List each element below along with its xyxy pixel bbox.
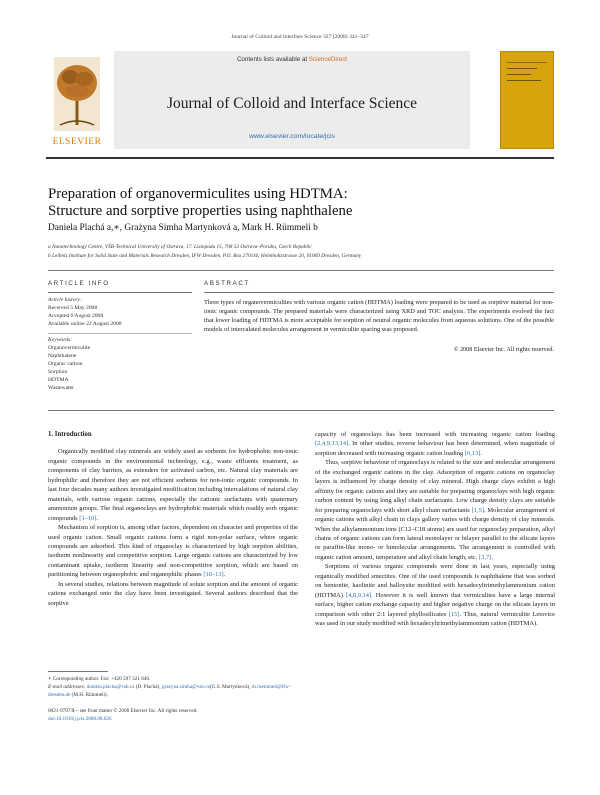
issn-line: 0021-9797/$ – see front matter © 2008 Elsevier Inc. All rights reserved. <box>48 708 198 714</box>
journal-url-link[interactable]: www.elsevier.com/locate/jcis <box>249 133 335 140</box>
cover-frame <box>507 62 547 112</box>
abstract-rule <box>204 292 554 293</box>
keywords-block <box>48 336 192 392</box>
section-heading-introduction: 1. Introduction <box>48 431 92 438</box>
doi-link[interactable]: doi:10.1016/j.jcis.2008.08.026 <box>48 716 112 722</box>
cover-line <box>507 80 541 81</box>
left-column <box>48 430 298 608</box>
abstract-heading: ABSTRACT <box>204 280 250 287</box>
affiliations <box>48 243 548 260</box>
citation-link[interactable]: [10–13] <box>203 571 224 579</box>
elsevier-tree-icon <box>46 53 108 135</box>
article-info-heading: ARTICLE INFO <box>48 280 110 287</box>
header-divider <box>46 157 554 159</box>
paragraph: In several studies, relations between magnitude of solute sorption and the amount of organic cations exchanged onto the clay have been investigated. Several authors described that the sorptive <box>48 580 298 607</box>
abstract-bottom-rule <box>48 410 554 411</box>
footnote-rule <box>48 671 108 672</box>
keyword-item: HDTMA <box>48 377 69 383</box>
contents-available-line <box>114 56 470 63</box>
affiliation-b: b Leibniz Institute for Solid State and Materials Research Dresden, IFW Dresden, P.O. Box 270116, Helmholtzstrasse 20, 01069 Dresden, Germany <box>48 252 362 259</box>
corresponding-author-note: ∗ Corresponding author. Fax: +420 597 321 640. <box>48 676 151 682</box>
citation-link[interactable]: [6,13] <box>464 449 481 457</box>
article-title <box>48 186 448 220</box>
footnotes <box>48 675 298 699</box>
author-list: Daniela Plachá a,∗, Grażyna Simha Martynková a, Mark H. Rümmeli b <box>48 223 318 233</box>
keyword-item: Organic carbon <box>48 361 83 367</box>
sciencedirect-link[interactable]: ScienceDirect <box>308 56 348 63</box>
keywords-label: Keywords: <box>48 337 73 343</box>
copyright-notice: © 2008 Elsevier Inc. All rights reserved. <box>453 346 554 353</box>
article-info-rule <box>48 292 192 293</box>
title-line-2: Structure and sorptive properties using naphthalene <box>48 203 353 219</box>
abstract-text: Three types of organovermiculites with various organic cation (HDTMA) loading were prepared to be used as sorptive material for non-ionic organic compounds. The prepared materials were characterized using XRD and TOC analysis. The experiments evolved the fact that lower loading of HDTMA is more acceptable for sorption of neutral organic molecules from aqueous solutions. One of the possible models of intercalated molecules arrangement in vermiculite spacing was proposed. <box>204 299 554 333</box>
paragraph: Mechanism of sorption is, among other factors, dependent on character and properties of the used organic cation. Small organic cations form a rigid non-polar surface, where organic compounds are adsorbed. This kind of organoclay is characterized by high sorption abilities, isotherm nonlinearity and competitive sorption. Large organic cations are characterized by low contaminant uptake, isotherm linearity and non-competitive sorption, which are based on partitioning between organophobic and organophilic phases [10–13]. <box>48 524 298 579</box>
online-date: Available online 22 August 2008 <box>48 321 122 327</box>
journal-cover-thumbnail <box>500 51 554 149</box>
email-addresses: E-mail addresses: daniela.placha@vsb.cz (D. Plachá), grazyna.simha@vsb.cz(G.S. Martynková), m.ruemmeli@ifw-dresden.de (M.H. Rümmeli). <box>48 684 291 698</box>
citation-link[interactable]: [2,4,9,13,14] <box>315 440 349 448</box>
email-link[interactable]: daniela.placha@vsb.cz <box>86 684 135 690</box>
citation-link[interactable]: [3,7] <box>478 553 492 561</box>
paragraph: Thus, sorptive behaviour of organoclays is related to the size and molecular arrangement of the exchanged organic cations in the clay. Adsorption of organic cations on organoclay layers is influenced by charge density of clay mineral. High charge clays exhibit a high affinity for organic cations and they are suitable for preparing organoclays with high organic carbon content by using long alkyl chain surfactants. Low charge density clays are suitable for preparing organoclays with short alkyl chain surfactants [1,5]. Molecular arrangement of organic cations with alkyl chain in clays gallery varies with charge density of clay minerals. When the alkylammonium ions (C12–C18 atoms) are used for organoclay preparation, alkyl chains of organic cations can form lateral monolayer or bilayer parallel to the silicate layers or paraffin-like mono- or bimolecular arrangements. The arrangement is controlled with organic cation amount, temperature and alkyl chain length, etc. [3,7]. <box>315 459 555 561</box>
cover-line <box>507 68 537 69</box>
received-date: Received 5 May 2008 <box>48 305 98 311</box>
citation-link[interactable]: [1–10] <box>79 514 97 522</box>
affiliation-a: a Nanotechnology Centre, VŠB-Technical University of Ostrava, 17. Listopadu 15, 708 33 Ostrava–Poruba, Czech Republic <box>48 244 312 250</box>
keyword-item: Sorption <box>48 369 68 375</box>
elsevier-logo <box>46 53 108 149</box>
citation-link[interactable]: [15] <box>448 610 460 618</box>
section-divider <box>48 270 554 271</box>
email-link[interactable]: m.ruemmeli@ifw-dresden.de <box>48 684 291 698</box>
citation-link[interactable]: [4,8,9,14] <box>345 591 372 599</box>
keyword-item: Naphthalene <box>48 353 77 359</box>
right-column <box>315 430 555 629</box>
accepted-date: Accepted 6 August 2008 <box>48 313 104 319</box>
paragraph: Sorptions of various organic compounds were done in last years, especially using organically modified smectites. One of the used compounds is naphthalene that was sorbed on bentonite, kaolinite and halloysite modified with hexadecyltrimethylammonium cation (HDTMA) [4,8,9,14]. However it is well known that vermiculites have a large internal surface, higher cation exchange capacity and higher negative charge on the silicate layers in comparison with other 2:1 layered phyllosilicates [15]. Thus, natural vermiculite Letovice was used in our study modified with hexadecyltrimethylammonium cation (HDTMA). <box>315 563 556 628</box>
publisher-wordmark: ELSEVIER <box>52 137 102 147</box>
journal-name: Journal of Colloid and Interface Science <box>166 95 418 112</box>
contents-prefix: Contents lists available at <box>236 56 309 63</box>
keyword-item: Wastewater <box>48 385 74 391</box>
article-history <box>48 296 192 328</box>
title-line-1: Preparation of organovermiculites using HDTMA: <box>48 186 348 202</box>
journal-masthead <box>46 51 554 157</box>
citation-link[interactable]: [1,5] <box>471 506 484 514</box>
paragraph: capacity of organoclays has been increased with increasing organic cation loading [2,4,9,13,14]. In other studies, reverse behaviour has been determined, when magnitude of sorption decreased with increasing organic cation loading [6,13]. <box>315 431 555 457</box>
cover-line <box>507 74 531 75</box>
paragraph: Organically modified clay minerals are widely used as sorbents for hydrophobic non-ionic organic compounds in the environmental technology, e.g., waste effluents treatment, as components of clay barriers, as extenders for activated carbon, etc. Natural clay materials are hydrophilic and therefore they are not efficient sorbents for non-ionic organic compounds. In last four decades many authors investigated modification including intercalations of natural clay materials, with various organic cations, especially the cationic surfactants with quaternary ammonium groups. The final organoclays are hydrophobic materials which readily sorb organic compounds [1–10]. <box>48 448 298 522</box>
running-header: Journal of Colloid and Interface Science 327 (2008) 341–347 <box>231 34 369 40</box>
issn-block <box>48 707 298 723</box>
keyword-item: Organovermiculite <box>48 345 91 351</box>
history-label: Article history: <box>48 297 83 303</box>
history-rule <box>48 333 192 334</box>
email-link[interactable]: grazyna.simha@vsb.cz <box>161 684 210 690</box>
masthead-center <box>114 51 470 149</box>
